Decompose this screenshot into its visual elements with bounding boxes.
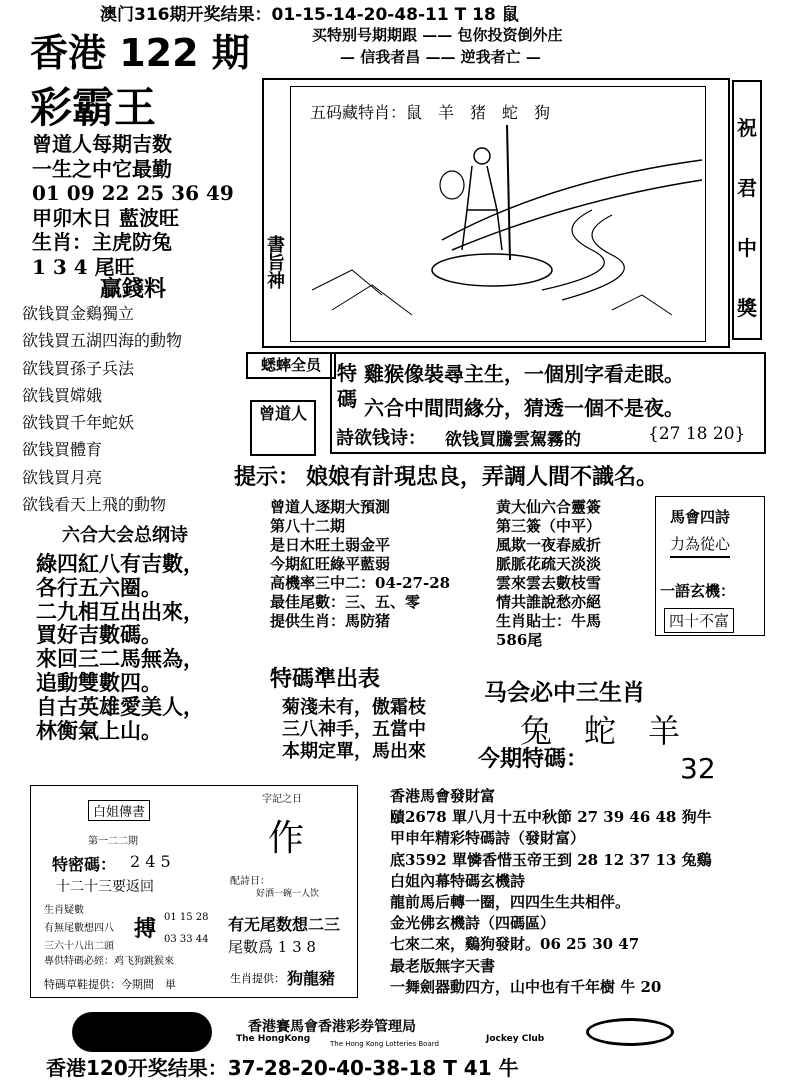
day-word: 作 <box>268 818 305 859</box>
blessing-char: 君 <box>737 176 757 200</box>
footer-org-en-2: Jockey Club <box>486 1034 545 1044</box>
right-poem-line: 底3592 單憐香惜玉帝王到 28 12 37 13 兔鷄 <box>390 850 712 869</box>
today-special-number: 32 <box>680 752 716 785</box>
poem-label: 詩欲钱诗： <box>336 428 426 449</box>
picture-caption: 五码藏特肖：鼠 羊 猪 蛇 狗 <box>310 103 551 122</box>
slogan-line-2: — 信我者昌 —— 逆我者亡 — <box>340 48 541 66</box>
pei-text: 好洒一碗一人饮 <box>256 889 320 899</box>
ticket-dan: 搏 <box>134 917 157 942</box>
ticket-special-label: 特密碼： <box>52 855 117 874</box>
zeng-line: 最佳尾數：三、五、零 <box>270 593 421 611</box>
sanxiao-animals: 兔 蛇 羊 <box>520 712 681 750</box>
liuhe-title: 六合大会总纲诗 <box>62 525 188 546</box>
left-info-line: 01 09 22 25 36 49 <box>32 181 234 205</box>
liuhe-line: 自古英雄愛美人， <box>36 693 204 719</box>
win-item: 欲钱買五湖四海的動物 <box>22 331 183 351</box>
huang-line: 雲來雲去數枝雪 <box>496 574 602 592</box>
ticket-return-text: 十二十三要返回 <box>56 879 154 895</box>
blessing-char: 祝 <box>737 116 757 140</box>
right-poem-line: 甲申年精彩特碼詩（發財富） <box>390 829 586 848</box>
zeng-line: 提供生肖：馬防猪 <box>270 612 391 630</box>
blessing-char: 中 <box>737 236 757 260</box>
zodiac-provide-value: 狗龍豬 <box>287 969 336 988</box>
win-items-list <box>22 300 182 518</box>
liuhe-lines <box>36 552 204 742</box>
zeng-line: 曾道人逐期大預測 <box>270 498 391 516</box>
seal-box: 曾道人 <box>250 400 316 456</box>
tail-numbers: 尾數爲 1 3 8 <box>228 938 316 956</box>
day-word-label: 字記之日 <box>262 794 302 805</box>
footer-org-cn: 香港賽馬會香港彩券管理局 <box>248 1019 416 1035</box>
right-poem-line: 白姐內幕特碼玄機詩 <box>390 871 526 890</box>
tema-title: 特碼準出表 <box>270 667 381 692</box>
huang-line: 黄大仙六合靈簽 <box>496 498 602 516</box>
special-line-1: 雞猴像裝尋主生，一個別字看走眼。 <box>364 362 684 386</box>
right-poem-line: 香港馬會發財富 <box>390 787 496 805</box>
footer-org-en-3: The Hong Kong Lotteries Board <box>330 1040 439 1048</box>
cricket-stamp: 蟋蟀全员 <box>246 352 336 379</box>
right-poem-line: 七來二來，鷄狗發財。06 25 30 47 <box>390 935 640 954</box>
win-item: 欲钱看天上飛的動物 <box>22 495 167 515</box>
huang-line: 風欺一夜春威折 <box>496 536 602 554</box>
left-info-line: 一生之中它最勤 <box>32 156 172 181</box>
brand-title: 彩霸王 <box>30 83 157 132</box>
today-special-label: 今期特碼： <box>478 747 589 772</box>
left-info-line: 甲卯木日 藍波旺 <box>32 205 179 230</box>
liuhe-line: 追動雙數四。 <box>36 669 162 695</box>
right-lower-poems <box>390 786 712 998</box>
ticket-title: 白姐傳書 <box>88 800 150 821</box>
jockey-logo-left <box>72 1012 212 1052</box>
slogan-line-1: 买特别号期期跟 —— 包你投资倒外庄 <box>312 26 563 44</box>
win-item: 欲钱買千年蛇妖 <box>22 413 135 433</box>
zeng-line: 第八十二期 <box>270 517 346 535</box>
liuhe-line: 買好吉數碼。 <box>36 622 162 648</box>
left-info-line: 1 3 4 尾旺 <box>32 254 135 279</box>
blessing-char: 獎 <box>737 296 757 320</box>
lotteries-logo-right <box>586 1018 674 1046</box>
ticket-zodiac-line: 生肖疑數 <box>44 905 84 916</box>
yiyu-text: 四十不富 <box>664 608 734 633</box>
tema-line: 本期定單，馬出來 <box>282 741 426 762</box>
fisherman-illustration <box>292 120 704 340</box>
footer-org-en-1: The HongKong <box>236 1034 311 1044</box>
right-poem-line: 龍前馬后轉一圈，四四生生共相伴。 <box>390 893 631 912</box>
win-item: 欲钱買嫦娥 <box>22 385 103 405</box>
huang-line: 情共誰說愁亦絕 <box>496 593 602 611</box>
huang-daxian <box>496 498 601 650</box>
hint-text: 娘娘有計現忠良，弄調人間不識名。 <box>306 465 659 490</box>
poem-text: 欲钱買騰雲駕霧的 <box>445 430 581 450</box>
mahui-title: 馬會四詩 <box>670 508 731 526</box>
zeng-line: 高機率三中二：04-27-28 <box>270 574 451 592</box>
liuhe-line: 來回三二馬無為， <box>36 646 204 672</box>
pei-label: 配詩日： <box>230 876 270 887</box>
huang-line: 586尾 <box>496 631 543 649</box>
sanxiao-title: 马会必中三生肖 <box>484 680 645 706</box>
ticket-zodiac-line: 三六十八出二頭 <box>44 941 114 952</box>
right-poem-line: 金光佛玄機詩（四碼區） <box>390 914 556 933</box>
ticket-nums-1: 01 15 28 <box>164 912 209 923</box>
win-item: 欲钱買孫子兵法 <box>22 358 135 378</box>
mahui-sub: 力為從心 <box>670 533 730 558</box>
huang-line: 生肖貼士：牛馬 <box>496 612 602 630</box>
zodiac-provide-label: 生肖提供： <box>230 972 285 985</box>
tema-line: 菊淺未有，傲霜枝 <box>282 697 426 718</box>
left-info-line: 生肖：主虎防兔 <box>32 230 172 254</box>
ticket-provider: 特碼草鞋提供：今期間 単 <box>44 978 176 991</box>
huang-line: 第三簽（中平） <box>496 517 602 535</box>
special-line-2: 六合中間問緣分，猜透一個不是夜。 <box>364 396 684 420</box>
ticket-exclusive: 專供特碼必經：鸡飞狗跳猴來 <box>44 956 174 967</box>
liuhe-line: 二九相互出出來， <box>36 598 204 624</box>
win-item: 欲钱買金鷄獨立 <box>22 304 135 323</box>
ticket-issue: 第一二二期 <box>88 836 138 847</box>
liuhe-line: 林衡氣上山。 <box>36 717 162 743</box>
ticket-nums-2: 03 33 44 <box>164 934 209 945</box>
top-result-banner: 澳门316期开奖结果：01-15-14-20-48-11 T 18 鼠 <box>100 5 519 25</box>
zeng-line: 今期紅旺綠平藍弱 <box>270 555 391 573</box>
bottom-result-banner: 香港120开奖结果：37-28-20-40-38-18 T 41 牛 <box>46 1056 519 1080</box>
yiyu-label: 一語玄機： <box>660 582 736 600</box>
huang-line: 脈脈花疏天淡淡 <box>496 555 602 573</box>
right-poem-line: 一舞劍器動四方，山中也有千年樹 牛 20 <box>390 977 662 996</box>
poem-numbers: {27 18 20} <box>648 424 746 444</box>
hint-label: 提示： <box>234 465 301 490</box>
issue-label: 香港 122 期 <box>30 31 250 75</box>
special-label: 特碼 <box>337 361 357 411</box>
zeng-prediction <box>270 498 450 631</box>
liuhe-line: 各行五六圈。 <box>36 574 162 600</box>
right-poem-line: 賾2678 單八月十五中秋節 27 39 46 48 狗牛 <box>390 808 712 827</box>
zeng-line: 是日木旺土弱金平 <box>270 536 391 554</box>
tail-title: 有无尾数想二三 <box>228 915 341 934</box>
ticket-zodiac-line: 有無尾數想四八 <box>44 923 114 934</box>
win-item: 欲钱買體育 <box>22 440 103 460</box>
ticket-zodiac-lines <box>44 902 114 956</box>
win-item: 欲钱買月亮 <box>22 467 103 487</box>
ticket-special-nums: 2 4 5 <box>130 852 171 871</box>
liuhe-line: 綠四紅八有吉數， <box>36 551 204 576</box>
tema-lines <box>282 697 426 763</box>
left-info-line: 曾道人每期吉数 <box>32 132 172 156</box>
right-poem-line: 最老版無字天書 <box>390 956 496 975</box>
tema-line: 三八神手，五當中 <box>282 719 426 740</box>
side-label-left: 書旨神 <box>264 235 285 289</box>
left-info-block <box>32 132 234 279</box>
win-title: 贏錢料 <box>100 277 167 302</box>
